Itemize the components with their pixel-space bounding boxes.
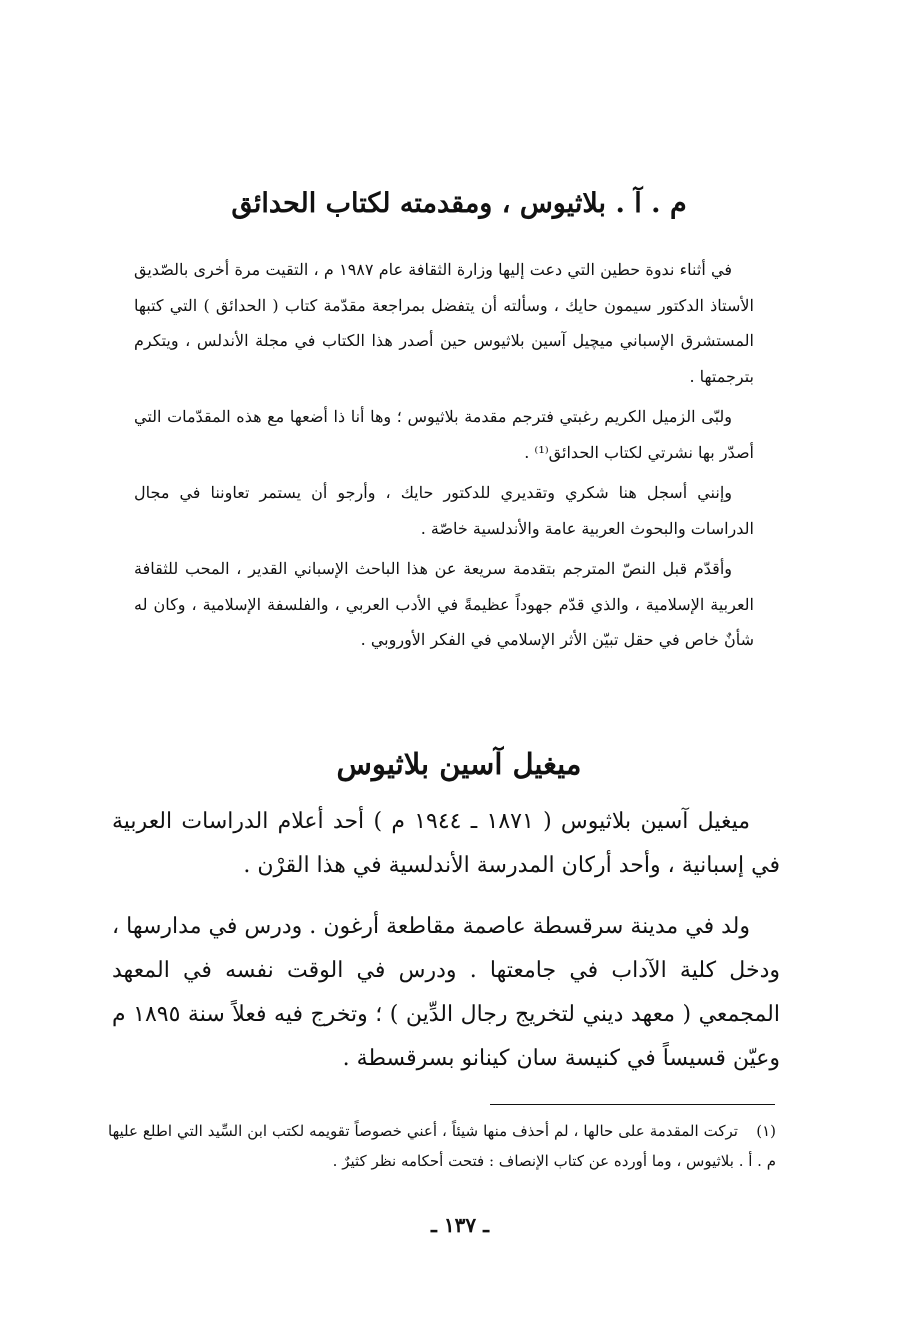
footnote-separator [490,1104,775,1105]
intro-paragraph-4: وأقدّم قبل النصّ المترجم بتقدمة سريعة عن هذا الباحث الإسباني القدير ، المحب للثقافة العربية الإسلامية ، والذي قدّم جهوداً عظيمةً في الأدب العربي ، والفلسفة الإسلامية ، وكان له شأنٌ خاص في حقل تبيّن الأثر الإسلامي في الفكر الأوروبي . [134,559,754,649]
footnote-text: تركت المقدمة على حالها ، لم أحذف منها شيئاً ، أعني خصوصاً تقويمه لكتب ابن السِّيد التي اطلع عليها م . أ . بلاثيوس ، وما أورده عن كتاب الإنصاف : فتحت أحكامه نظر كثيرٌ . [108,1122,776,1170]
main-section [112,800,780,1098]
footnote [108,1116,776,1176]
footnote-number: (١) [756,1122,776,1140]
chapter-title: م . آ . بلاثيوس ، ومقدمته لكتاب الحدائق [231,188,687,219]
main-paragraph-1: ميغيل آسين بلاثيوس ( ١٨٧١ ـ ١٩٤٤ م ) أحد أعلام الدراسات العربية في إسبانية ، وأحد أركان المدرسة الأندلسية في هذا القرْن . [112,809,780,878]
main-paragraph-2: ولد في مدينة سرقسطة عاصمة مقاطعة أرغون . ودرس في مدارسها ، ودخل كلية الآداب في جامعتها . ودرس في الوقت نفسه في المعهد المجمعي ( معهد ديني لتخريج رجال الدِّين ) ؛ وتخرج فيه فعلاً سنة ١٨٩٥ م وعيّن قسيساً في كنيسة سان كينانو بسرقسطة . [112,914,780,1071]
intro-section [134,252,754,663]
intro-paragraph-3: وإنني أسجل هنا شكري وتقديري للدكتور حايك ، وأرجو أن يستمر تعاوننا في مجال الدراسات والبحوث العربية عامة والأندلسية خاصّة . [134,483,754,538]
section-title: ميغيل آسين بلاثيوس [336,747,582,781]
intro-paragraph-1: في أثناء ندوة حطين التي دعت إليها وزارة الثقافة عام ١٩٨٧ م ، التقيت مرة أخرى بالصّديق الأستاذ الدكتور سيمون حايك ، وسألته أن يتفضل بمراجعة مقدّمة كتاب ( الحدائق ) التي كتبها المستشرق الإسباني ميچيل آسين بلاثيوس حين أصدر هذا الكتاب في مجلة الأندلس ، ويتكرم بترجمتها . [134,260,754,386]
page-number: ـ ١٣٧ ـ [431,1213,489,1237]
intro-paragraph-2: ولبّى الزميل الكريم رغبتي فترجم مقدمة بلاثيوس ؛ وها أنا ذا أضعها مع هذه المقدّمات التي أصدّر بها نشرتي لكتاب الحدائق⁽¹⁾ . [134,407,754,462]
